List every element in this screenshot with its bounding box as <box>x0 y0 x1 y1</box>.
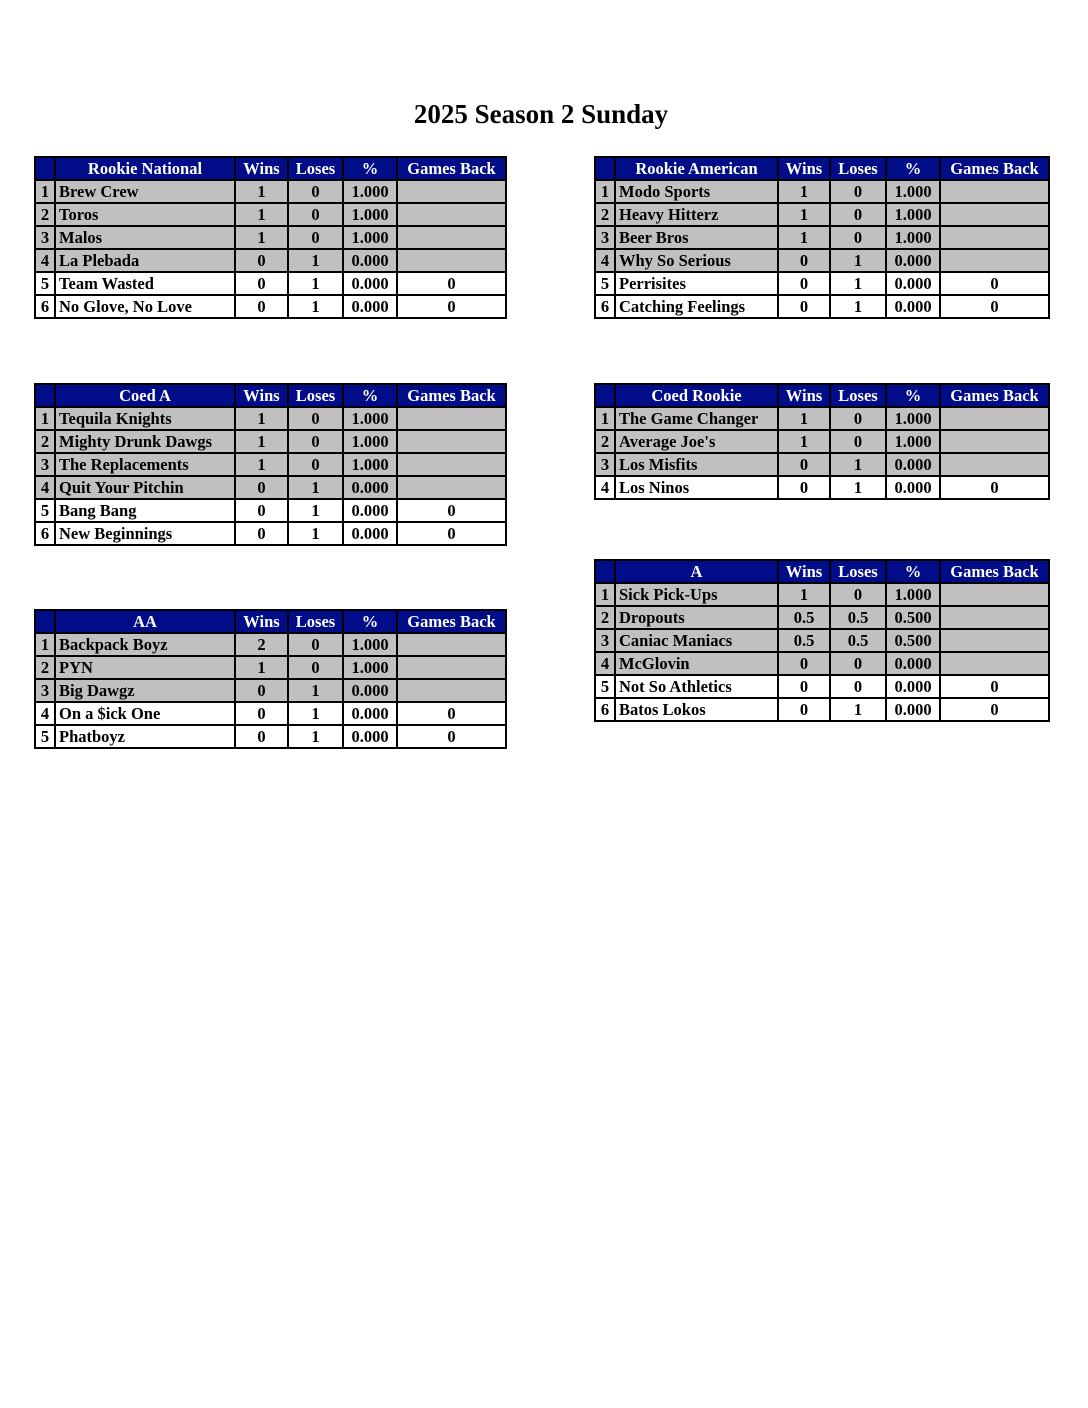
rank-cell: 2 <box>35 656 55 679</box>
pct-cell: 1.000 <box>886 583 940 606</box>
games-back-cell <box>397 430 506 453</box>
wins-cell: 1 <box>778 407 830 430</box>
pct-cell: 1.000 <box>886 226 940 249</box>
rank-cell: 2 <box>35 203 55 226</box>
wins-cell: 0.5 <box>778 629 830 652</box>
pct-header: % <box>886 157 940 180</box>
team-name-cell: Malos <box>55 226 235 249</box>
pct-cell: 1.000 <box>886 203 940 226</box>
team-name-cell: Sick Pick-Ups <box>615 583 778 606</box>
wins-cell: 0.5 <box>778 606 830 629</box>
games-back-cell: 0 <box>940 476 1049 499</box>
table-row <box>35 249 506 272</box>
games-back-cell: 0 <box>397 272 506 295</box>
loses-cell: 1 <box>288 476 343 499</box>
wins-cell: 0 <box>235 249 288 272</box>
pct-cell: 0.000 <box>343 295 397 318</box>
pct-header: % <box>343 610 397 633</box>
wins-cell: 0 <box>235 272 288 295</box>
wins-cell: 0 <box>235 522 288 545</box>
loses-cell: 0 <box>830 203 886 226</box>
division-name: Rookie American <box>615 157 778 180</box>
team-name-cell: Dropouts <box>615 606 778 629</box>
team-name-cell: New Beginnings <box>55 522 235 545</box>
table-row <box>595 226 1049 249</box>
games-back-cell <box>940 249 1049 272</box>
header-row <box>595 157 1049 180</box>
team-name-cell: Batos Lokos <box>615 698 778 721</box>
wins-header: Wins <box>778 384 830 407</box>
team-name-cell: Average Joe's <box>615 430 778 453</box>
rank-cell: 3 <box>595 226 615 249</box>
table-row <box>35 656 506 679</box>
team-name-cell: Caniac Maniacs <box>615 629 778 652</box>
wins-cell: 1 <box>778 430 830 453</box>
loses-cell: 1 <box>288 725 343 748</box>
table-row <box>35 679 506 702</box>
rank-cell: 2 <box>595 203 615 226</box>
loses-header: Loses <box>288 157 343 180</box>
standings-table-a <box>594 559 1050 722</box>
table-row <box>35 203 506 226</box>
page-title: 2025 Season 2 Sunday <box>413 99 669 129</box>
rank-cell: 4 <box>35 702 55 725</box>
pct-cell: 1.000 <box>343 453 397 476</box>
standings-table-rookie-american <box>594 156 1050 319</box>
team-name-cell: Why So Serious <box>615 249 778 272</box>
table-row <box>595 203 1049 226</box>
games-back-cell: 0 <box>940 272 1049 295</box>
loses-header: Loses <box>288 384 343 407</box>
wins-cell: 1 <box>235 226 288 249</box>
rank-header-cell <box>35 610 55 633</box>
rank-cell: 2 <box>595 606 615 629</box>
wins-cell: 0 <box>778 453 830 476</box>
loses-cell: 0.5 <box>830 606 886 629</box>
games-back-cell <box>940 652 1049 675</box>
rank-cell: 3 <box>35 453 55 476</box>
games-back-cell <box>397 407 506 430</box>
pct-cell: 0.500 <box>886 629 940 652</box>
team-name-cell: Team Wasted <box>55 272 235 295</box>
loses-cell: 0 <box>830 226 886 249</box>
table-row <box>35 702 506 725</box>
rank-cell: 1 <box>595 583 615 606</box>
loses-cell: 1 <box>830 295 886 318</box>
team-name-cell: PYN <box>55 656 235 679</box>
loses-cell: 0 <box>288 226 343 249</box>
games-back-cell <box>397 180 506 203</box>
team-name-cell: Backpack Boyz <box>55 633 235 656</box>
wins-cell: 0 <box>778 272 830 295</box>
header-row <box>35 157 506 180</box>
loses-cell: 0 <box>288 656 343 679</box>
pct-cell: 0.000 <box>886 698 940 721</box>
team-name-cell: Perrisites <box>615 272 778 295</box>
wins-cell: 0 <box>778 652 830 675</box>
games-back-cell: 0 <box>397 295 506 318</box>
header-row <box>35 384 506 407</box>
loses-cell: 1 <box>288 272 343 295</box>
rank-cell: 3 <box>595 453 615 476</box>
table-row <box>595 272 1049 295</box>
team-name-cell: Bang Bang <box>55 499 235 522</box>
standings-table-aa <box>34 609 507 749</box>
team-name-cell: On a $ick One <box>55 702 235 725</box>
pct-cell: 0.000 <box>886 249 940 272</box>
loses-cell: 1 <box>830 249 886 272</box>
team-name-cell: Tequila Knights <box>55 407 235 430</box>
wins-header: Wins <box>778 560 830 583</box>
pct-cell: 0.000 <box>343 522 397 545</box>
table-row <box>35 476 506 499</box>
games-back-cell <box>940 430 1049 453</box>
rank-cell: 4 <box>595 476 615 499</box>
rank-header-cell <box>595 384 615 407</box>
wins-cell: 0 <box>778 675 830 698</box>
games-back-cell: 0 <box>397 725 506 748</box>
division-name: Coed Rookie <box>615 384 778 407</box>
table-row <box>35 407 506 430</box>
pct-cell: 0.000 <box>886 652 940 675</box>
games-back-header: Games Back <box>397 157 506 180</box>
team-name-cell: Modo Sports <box>615 180 778 203</box>
loses-cell: 0 <box>830 675 886 698</box>
pct-cell: 1.000 <box>343 203 397 226</box>
team-name-cell: Big Dawgz <box>55 679 235 702</box>
wins-cell: 1 <box>778 180 830 203</box>
games-back-cell <box>397 633 506 656</box>
pct-cell: 0.000 <box>343 499 397 522</box>
division-name: Rookie National <box>55 157 235 180</box>
loses-cell: 0 <box>830 430 886 453</box>
rank-cell: 4 <box>35 249 55 272</box>
wins-cell: 1 <box>235 430 288 453</box>
team-name-cell: Los Misfits <box>615 453 778 476</box>
rank-cell: 6 <box>595 698 615 721</box>
table-row <box>35 430 506 453</box>
loses-cell: 1 <box>288 679 343 702</box>
pct-cell: 1.000 <box>343 226 397 249</box>
wins-cell: 0 <box>235 702 288 725</box>
rank-cell: 3 <box>35 679 55 702</box>
loses-cell: 1 <box>830 453 886 476</box>
loses-cell: 1 <box>288 295 343 318</box>
table-row <box>35 725 506 748</box>
games-back-header: Games Back <box>940 560 1049 583</box>
team-name-cell: Brew Crew <box>55 180 235 203</box>
pct-cell: 1.000 <box>343 407 397 430</box>
table-row <box>595 249 1049 272</box>
wins-cell: 1 <box>235 203 288 226</box>
games-back-cell: 0 <box>940 295 1049 318</box>
rank-cell: 6 <box>35 295 55 318</box>
table-row <box>595 583 1049 606</box>
rank-header-cell <box>595 157 615 180</box>
loses-cell: 0 <box>830 407 886 430</box>
pct-cell: 1.000 <box>886 430 940 453</box>
rank-cell: 5 <box>595 272 615 295</box>
rank-cell: 5 <box>35 725 55 748</box>
loses-header: Loses <box>830 560 886 583</box>
pct-cell: 1.000 <box>343 430 397 453</box>
pct-cell: 0.000 <box>343 679 397 702</box>
rank-cell: 4 <box>595 249 615 272</box>
pct-cell: 1.000 <box>886 407 940 430</box>
games-back-cell <box>397 656 506 679</box>
games-back-header: Games Back <box>940 384 1049 407</box>
pct-header: % <box>886 384 940 407</box>
pct-cell: 0.000 <box>343 702 397 725</box>
wins-cell: 1 <box>235 656 288 679</box>
wins-header: Wins <box>778 157 830 180</box>
games-back-header: Games Back <box>397 384 506 407</box>
rank-cell: 2 <box>35 430 55 453</box>
pct-cell: 1.000 <box>886 180 940 203</box>
games-back-cell <box>940 203 1049 226</box>
games-back-cell: 0 <box>397 702 506 725</box>
table-row <box>595 652 1049 675</box>
pct-cell: 0.000 <box>886 453 940 476</box>
rank-cell: 2 <box>595 430 615 453</box>
games-back-cell <box>397 679 506 702</box>
rank-cell: 1 <box>595 180 615 203</box>
wins-cell: 0 <box>778 249 830 272</box>
games-back-cell <box>940 226 1049 249</box>
pct-cell: 0.000 <box>343 272 397 295</box>
games-back-cell <box>397 476 506 499</box>
table-row <box>595 698 1049 721</box>
team-name-cell: Not So Athletics <box>615 675 778 698</box>
loses-cell: 0 <box>830 652 886 675</box>
loses-cell: 0 <box>288 430 343 453</box>
wins-cell: 0 <box>778 698 830 721</box>
loses-cell: 0 <box>288 453 343 476</box>
rank-header-cell <box>595 560 615 583</box>
loses-cell: 1 <box>288 702 343 725</box>
wins-cell: 1 <box>235 453 288 476</box>
loses-header: Loses <box>288 610 343 633</box>
team-name-cell: Phatboyz <box>55 725 235 748</box>
rank-cell: 5 <box>595 675 615 698</box>
rank-cell: 4 <box>595 652 615 675</box>
wins-cell: 0 <box>235 476 288 499</box>
wins-cell: 0 <box>778 476 830 499</box>
loses-header: Loses <box>830 157 886 180</box>
rank-cell: 3 <box>35 226 55 249</box>
loses-cell: 0 <box>288 180 343 203</box>
team-name-cell: Quit Your Pitchin <box>55 476 235 499</box>
team-name-cell: No Glove, No Love <box>55 295 235 318</box>
pct-header: % <box>886 560 940 583</box>
table-row <box>35 272 506 295</box>
pct-cell: 0.000 <box>886 675 940 698</box>
pct-cell: 1.000 <box>343 633 397 656</box>
table-row <box>35 633 506 656</box>
table-row <box>35 453 506 476</box>
loses-cell: 0 <box>288 203 343 226</box>
loses-cell: 1 <box>830 698 886 721</box>
standings-table-coed-rookie <box>594 383 1050 500</box>
rank-cell: 3 <box>595 629 615 652</box>
pct-cell: 0.000 <box>343 249 397 272</box>
games-back-cell <box>940 407 1049 430</box>
table-row <box>595 675 1049 698</box>
division-name: AA <box>55 610 235 633</box>
table-row <box>595 407 1049 430</box>
team-name-cell: The Replacements <box>55 453 235 476</box>
header-row <box>595 560 1049 583</box>
games-back-cell <box>940 629 1049 652</box>
team-name-cell: Beer Bros <box>615 226 778 249</box>
rank-cell: 5 <box>35 499 55 522</box>
table-row <box>35 522 506 545</box>
team-name-cell: Catching Feelings <box>615 295 778 318</box>
wins-cell: 1 <box>235 180 288 203</box>
wins-cell: 1 <box>235 407 288 430</box>
games-back-cell <box>940 180 1049 203</box>
team-name-cell: Los Ninos <box>615 476 778 499</box>
wins-cell: 0 <box>235 499 288 522</box>
table-row <box>595 606 1049 629</box>
table-row <box>595 180 1049 203</box>
loses-cell: 1 <box>288 522 343 545</box>
games-back-cell: 0 <box>397 522 506 545</box>
wins-cell: 0 <box>235 725 288 748</box>
games-back-cell: 0 <box>940 675 1049 698</box>
table-row <box>35 295 506 318</box>
rank-header-cell <box>35 384 55 407</box>
games-back-cell: 0 <box>397 499 506 522</box>
wins-header: Wins <box>235 610 288 633</box>
wins-header: Wins <box>235 384 288 407</box>
wins-header: Wins <box>235 157 288 180</box>
division-name: Coed A <box>55 384 235 407</box>
table-row <box>35 226 506 249</box>
games-back-cell <box>397 226 506 249</box>
table-row <box>595 295 1049 318</box>
pct-cell: 0.000 <box>343 725 397 748</box>
table-row <box>35 180 506 203</box>
table-row <box>35 499 506 522</box>
wins-cell: 1 <box>778 583 830 606</box>
table-row <box>595 476 1049 499</box>
rank-cell: 5 <box>35 272 55 295</box>
loses-cell: 1 <box>830 476 886 499</box>
team-name-cell: McGlovin <box>615 652 778 675</box>
wins-cell: 0 <box>778 295 830 318</box>
header-row <box>35 610 506 633</box>
games-back-cell <box>940 583 1049 606</box>
rank-cell: 1 <box>595 407 615 430</box>
loses-cell: 0 <box>830 583 886 606</box>
loses-cell: 1 <box>830 272 886 295</box>
games-back-header: Games Back <box>397 610 506 633</box>
pct-header: % <box>343 384 397 407</box>
pct-cell: 0.000 <box>886 476 940 499</box>
games-back-header: Games Back <box>940 157 1049 180</box>
table-row <box>595 453 1049 476</box>
loses-cell: 0 <box>288 407 343 430</box>
division-name: A <box>615 560 778 583</box>
wins-cell: 0 <box>235 679 288 702</box>
rank-cell: 1 <box>35 633 55 656</box>
pct-header: % <box>343 157 397 180</box>
table-row <box>595 430 1049 453</box>
games-back-cell <box>397 249 506 272</box>
team-name-cell: La Plebada <box>55 249 235 272</box>
games-back-cell <box>940 606 1049 629</box>
rank-cell: 4 <box>35 476 55 499</box>
team-name-cell: Toros <box>55 203 235 226</box>
wins-cell: 1 <box>778 226 830 249</box>
team-name-cell: The Game Changer <box>615 407 778 430</box>
loses-cell: 0 <box>288 633 343 656</box>
rank-cell: 1 <box>35 180 55 203</box>
team-name-cell: Mighty Drunk Dawgs <box>55 430 235 453</box>
pct-cell: 1.000 <box>343 656 397 679</box>
rank-cell: 1 <box>35 407 55 430</box>
games-back-cell <box>397 203 506 226</box>
rank-cell: 6 <box>35 522 55 545</box>
loses-cell: 0 <box>830 180 886 203</box>
table-row <box>595 629 1049 652</box>
pct-cell: 0.500 <box>886 606 940 629</box>
games-back-cell: 0 <box>940 698 1049 721</box>
rank-cell: 6 <box>595 295 615 318</box>
loses-cell: 1 <box>288 499 343 522</box>
header-row <box>595 384 1049 407</box>
loses-cell: 1 <box>288 249 343 272</box>
pct-cell: 0.000 <box>886 295 940 318</box>
team-name-cell: Heavy Hitterz <box>615 203 778 226</box>
loses-header: Loses <box>830 384 886 407</box>
loses-cell: 0.5 <box>830 629 886 652</box>
wins-cell: 1 <box>778 203 830 226</box>
standings-table-coed-a <box>34 383 507 546</box>
wins-cell: 2 <box>235 633 288 656</box>
rank-header-cell <box>35 157 55 180</box>
wins-cell: 0 <box>235 295 288 318</box>
games-back-cell <box>940 453 1049 476</box>
games-back-cell <box>397 453 506 476</box>
pct-cell: 1.000 <box>343 180 397 203</box>
standings-table-rookie-national <box>34 156 507 319</box>
pct-cell: 0.000 <box>886 272 940 295</box>
pct-cell: 0.000 <box>343 476 397 499</box>
